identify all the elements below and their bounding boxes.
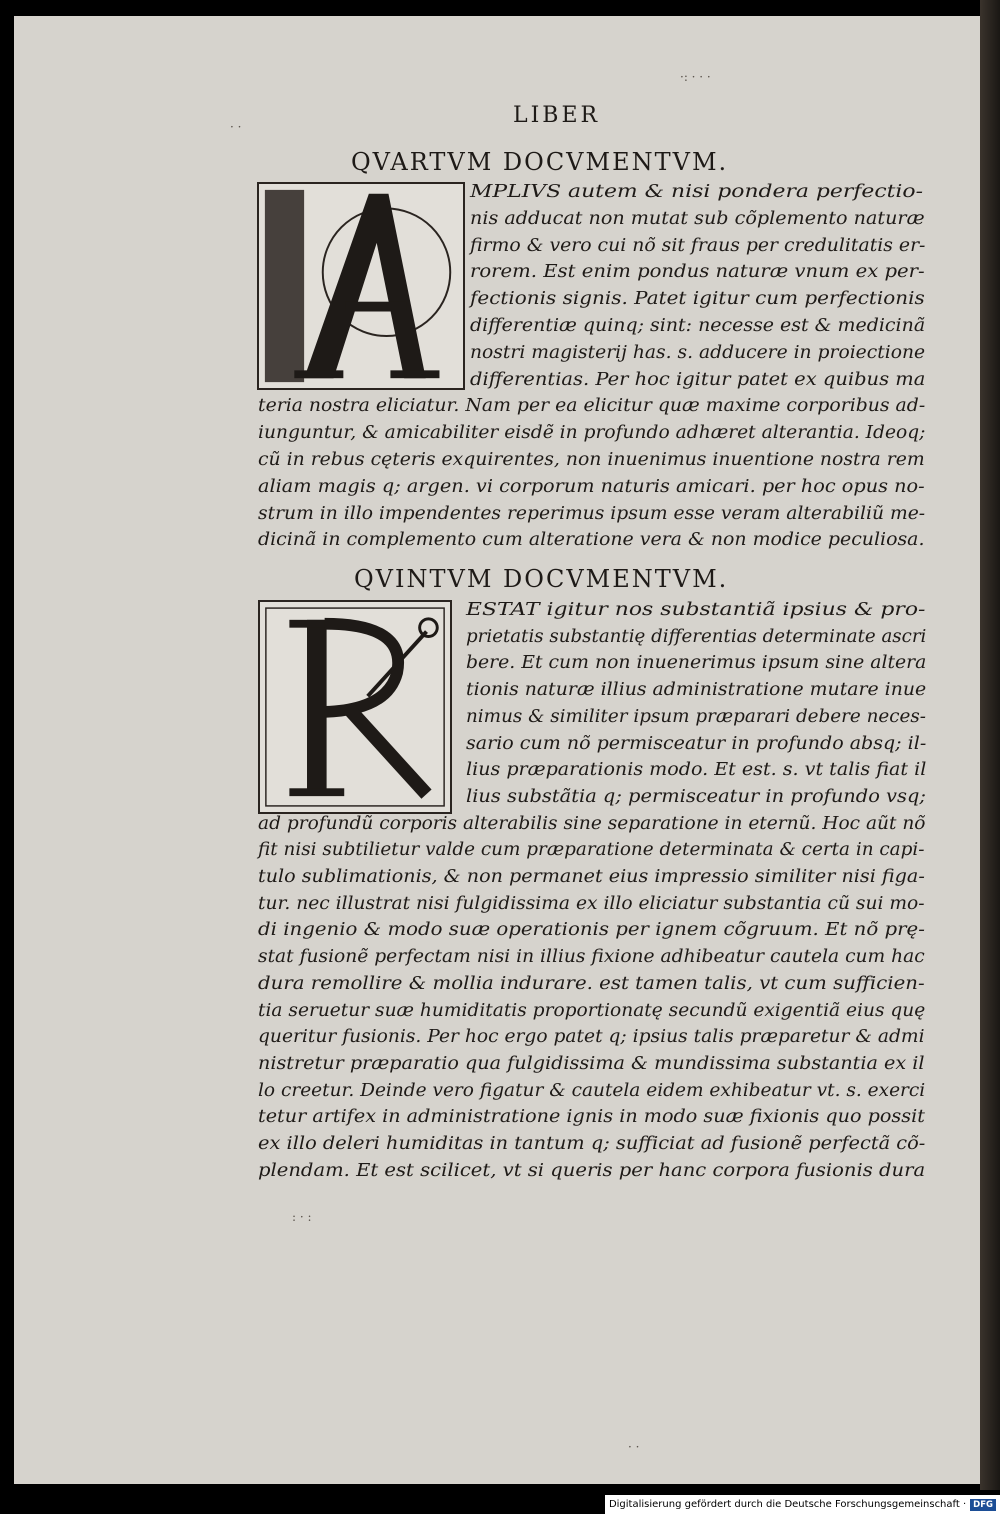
text-line: cũ in rebus cęteris exquirentes, non inuenimus inuentione nostra rem (258, 450, 925, 470)
text-line: tur. nec illustrat nisi fulgidissima ex illo eliciatur substantia cũ sui mo- (258, 893, 925, 914)
decorated-initial-a (257, 182, 465, 390)
text-line: tulo sublimationis, & non permanet eius impressio similiter nisi figa- (258, 867, 925, 887)
dfg-logo: DFG (970, 1499, 996, 1511)
text-line: firmo & vero cui nõ sit fraus per credulitatis er- (470, 235, 926, 256)
text-line: lius substãtia q; permisceatur in profundo vsq; (466, 786, 926, 807)
page-edge (980, 0, 1000, 1490)
running-head: LIBER (513, 103, 601, 128)
text-line: MPLIVS autem & nisi pondera perfectio- (470, 182, 923, 202)
section-heading: QVINTVM DOCVMENTVM. (354, 565, 729, 593)
ink-specks: : · : (292, 1210, 312, 1224)
text-line: sario cum nõ permisceatur in profundo absq; il- (466, 733, 927, 754)
text-line: dura remollire & mollia indurare. est tamen talis, vt cum sufficien- (258, 973, 925, 994)
digitization-credit (605, 1495, 1000, 1514)
text-line: strum in illo impendentes reperimus ipsum esse veram alterabiliũ me- (258, 503, 926, 524)
text-line: queritur fusionis. Per hoc ergo patet q; ipsius talis præparetur & admi (258, 1027, 925, 1048)
text-line: lo creetur. Deinde vero figatur & cautela eidem exhibeatur vt. s. exerci (258, 1080, 926, 1101)
text-line: teria nostra eliciatur. Nam per ea elicitur quæ maxime corporibus ad- (258, 396, 926, 417)
text-line: nistretur præparatio qua fulgidissima & mundissima substantia ex il (258, 1053, 925, 1074)
text-line: tia seruetur suæ humiditatis proportionatę secundũ exigentiã eius quę (258, 1000, 926, 1021)
credit-text: Digitalisierung gefördert durch die Deutsche Forschungsgemeinschaft · (608, 1499, 967, 1510)
text-line: bere. Et cum non inuenerimus ipsum sine altera (466, 653, 927, 674)
text-line: iunguntur, & amicabiliter eisdẽ in profundo adhæret alterantia. Ideoq; (258, 423, 926, 444)
text-line: nostri magisterij has. s. adducere in proiectione (470, 342, 926, 363)
decorated-initial-r (258, 600, 452, 814)
text-line: differentias. Per hoc igitur patet ex quibus ma (470, 369, 926, 390)
initial-a-graphic (259, 184, 463, 388)
text-line: fectionis signis. Patet igitur cum perfectionis (470, 289, 925, 310)
text-line: di ingenio & modo suæ operationis per ignem cõgruum. Et nõ prę- (258, 920, 925, 941)
text-line: nimus & similiter ipsum præparari debere neces- (466, 706, 926, 727)
ink-specks: · · (628, 1440, 640, 1454)
initial-r-graphic (260, 602, 450, 812)
text-line: nis adducat non mutat sub cõplemento naturæ (470, 208, 925, 229)
text-line: lius præparationis modo. Et est. s. vt talis fiat il (466, 760, 927, 781)
section-heading: QVARTVM DOCVMENTVM. (351, 148, 729, 176)
text-line: rorem. Est enim pondus naturæ vnum ex per- (470, 262, 925, 283)
text-line: differentiæ quinq; sint: necesse est & medicinã (470, 316, 926, 336)
text-line: stat fusionẽ perfectam nisi in illius fixione adhibeatur cautela cum hac (258, 947, 925, 968)
text-line: tetur artifex in administratione ignis in modo suæ fixionis quo possit (258, 1107, 925, 1128)
text-line: fit nisi subtilietur valde cum præparatione determinata & certa in capi- (258, 840, 925, 861)
text-line: ad profundũ corporis alterabilis sine separatione in eternũ. Hoc aũt nõ (258, 813, 926, 834)
ink-specks: · · (230, 120, 242, 134)
text-line: ex illo deleri humiditas in tantum q; sufficiat ad fusionẽ perfectã cõ- (258, 1134, 926, 1154)
text-line: plendam. Et est scilicet, vt si queris per hanc corpora fusionis dura (258, 1160, 926, 1181)
text-line: ESTAT igitur nos substantiã ipsius & pro- (466, 600, 926, 620)
text-line: aliam magis q; argen. vi corporum naturis amicari. per hoc opus no- (258, 476, 925, 497)
text-line: tionis naturæ illius administratione mutare inue (466, 680, 927, 701)
text-line: prietatis substantię differentias determinate ascri (466, 626, 927, 647)
ink-specks: ·: · · · (680, 70, 711, 84)
text-line: dicinã in complemento cum alteratione vera & non modice peculiosa. (258, 530, 925, 551)
